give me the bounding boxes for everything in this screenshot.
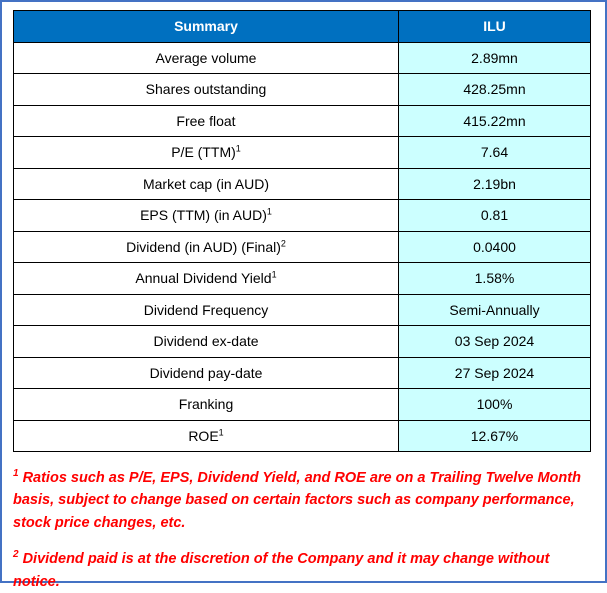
row-value: 03 Sep 2024	[399, 326, 591, 358]
row-label: ROE$^1$	[14, 420, 399, 452]
row-label: Free float	[14, 105, 399, 137]
table-row	[14, 42, 591, 74]
row-value: 0.0400	[399, 231, 591, 263]
footnote-marker: 2	[280, 238, 286, 249]
table-row	[14, 389, 591, 421]
table-row	[14, 137, 591, 169]
footnote-2	[13, 547, 595, 593]
table-row	[14, 263, 591, 295]
row-label: Average volume	[14, 42, 399, 74]
table-header-row	[14, 11, 591, 43]
row-label: Dividend ex-date	[14, 326, 399, 358]
summary-table-body	[14, 42, 591, 452]
header-cell-ticker: ILU	[399, 11, 591, 43]
summary-table	[13, 10, 591, 452]
footnote-marker: 1	[266, 206, 272, 217]
footnote-1-marker: 1	[13, 468, 19, 479]
row-value: 27 Sep 2024	[399, 357, 591, 389]
row-value: 428.25mn	[399, 74, 591, 106]
row-label: Dividend Frequency	[14, 294, 399, 326]
header-cell-summary: Summary	[14, 11, 399, 43]
table-row	[14, 168, 591, 200]
footnote-marker: 1	[271, 269, 277, 280]
row-value: 12.67%	[399, 420, 591, 452]
row-value: 0.81	[399, 200, 591, 232]
footnote-1	[13, 466, 595, 534]
footnote-2-text: Dividend paid is at the discretion of the Company and it may change without notice.	[13, 551, 550, 590]
row-value: 100%	[399, 389, 591, 421]
row-label: Dividend (in AUD) (Final)$^2$	[14, 231, 399, 263]
table-row	[14, 420, 591, 452]
row-label: EPS (TTM) (in AUD)$^1$	[14, 200, 399, 232]
row-value: 2.89mn	[399, 42, 591, 74]
footnote-marker: 1	[218, 427, 224, 438]
footnote-marker: 1	[235, 143, 241, 154]
row-value: 7.64	[399, 137, 591, 169]
row-value: 2.19bn	[399, 168, 591, 200]
row-value: 415.22mn	[399, 105, 591, 137]
row-value: 1.58%	[399, 263, 591, 295]
footnotes	[13, 466, 595, 593]
row-label: P/E (TTM)$^1$	[14, 137, 399, 169]
row-label: Dividend pay-date	[14, 357, 399, 389]
table-row	[14, 105, 591, 137]
table-row	[14, 294, 591, 326]
table-row	[14, 231, 591, 263]
table-row	[14, 74, 591, 106]
table-row	[14, 200, 591, 232]
table-row	[14, 357, 591, 389]
row-label: Annual Dividend Yield$^1$	[14, 263, 399, 295]
footnote-2-marker: 2	[13, 549, 19, 561]
row-label: Franking	[14, 389, 399, 421]
row-label: Market cap (in AUD)	[14, 168, 399, 200]
row-label: Shares outstanding	[14, 74, 399, 106]
table-row	[14, 326, 591, 358]
footnote-1-text: Ratios such as P/E, EPS, Dividend Yield, and ROE are on a Trailing Twelve Month basis, subject to change based on certain factors such as company performance, stock price changes, etc.	[13, 469, 581, 531]
row-value: Semi-Annually	[399, 294, 591, 326]
